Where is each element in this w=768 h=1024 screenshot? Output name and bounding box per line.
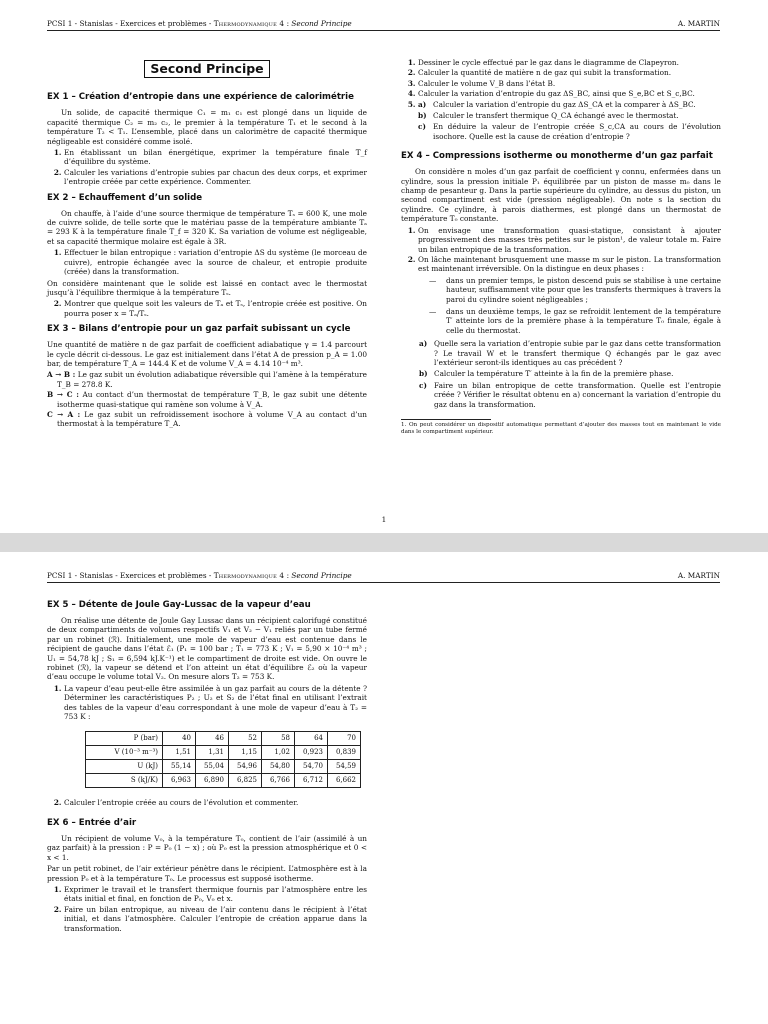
page-number: 1: [381, 515, 387, 524]
exercise-2-questions: [47, 248, 367, 276]
question: 1. En établissant un bilan énergétique, exprimer la température finale T_f d’équilibre du système.: [64, 148, 367, 167]
table-cell: 54,59: [328, 760, 361, 774]
question: 1. Effectuer le bilan entropique : variation d’entropie ΔS du système (le morceau de cuivre), entropie échangée avec la source de chaleur, et entropie produite (créée) dans la transformation.: [64, 248, 367, 276]
exercise-6-questions: [47, 885, 367, 933]
exercise-5-intro: On réalise une détente de Joule Gay Lussac dans un récipient calorifugé constitué de deux compartiments de volumes respectifs V₁ et V₂ − V₁ reliés par un tube fermé par un robinet (ℛ). Initialement, une mole de vapeur d’eau est contenue dans le récipient de gauche dans l’état ℰ₁ (P₁ = 100 bar ; T₁ = 773 K ; V₁ = 5,90 × 10⁻⁴ m³ ; U₁ = 54,78 kJ ; S₁ = 6,594 kJ.K⁻¹) et le compartiment de droite est vide. On ouvre le robinet (ℛ), la vapeur se détend et l’on atteint un état d’équilibre ℰ₂ où la vapeur d’eau occupe le volume total V₂. On mesure alors T₂ = 753 K.: [47, 616, 367, 682]
table-cell: 54,70: [295, 760, 328, 774]
row-label: S (kJ/K): [86, 774, 163, 788]
column-left: [47, 58, 367, 430]
table-row: [86, 732, 361, 746]
transition-ca: C → A : Le gaz subit un refroidissement isochore à volume V_A au contact d’un thermostat à la température T_A.: [47, 409, 367, 429]
row-label: V (10⁻³ m⁻³): [86, 746, 163, 760]
row-label: P (bar): [86, 732, 163, 746]
table-cell: 6,662: [328, 774, 361, 788]
table-cell: 54,96: [229, 760, 262, 774]
page-header: [47, 571, 720, 583]
exercise-4-intro: On considère n moles d’un gaz parfait de coefficient γ connu, enfermées dans un cylindre, sous la pression initiale P₁ équilibrée par un piston de masse m₀ dans le champ de pesanteur g. Dans la partie supérieure du cylindre, au dessus du piston, un second compartiment est vide (pression négligeable). On note s la section du cylindre. Ce cylindre, à parois diathermes, est plongé dans un thermostat de température T₀ constante.: [401, 167, 721, 224]
exercise-6-intro: Un récipient de volume V₀, à la température T₀, contient de l’air (assimilé à un gaz parfait) à la pression : P = P₀ (1 − x) ; où P₀ est la pression atmosphérique et 0 < x < 1.: [47, 833, 367, 862]
question: 2. Faire un bilan entropique, au niveau de l’air contenu dans le récipient à l’état initial, et dans l’atmosphère. Calculer l’entropie de création apparue dans la transformation.: [64, 905, 367, 933]
subquestions: [418, 339, 721, 409]
question: 1. La vapeur d’eau peut-elle être assimilée à un gaz parfait au cours de la détente ? Déterminer les caractéristiques P₂ ; U₂ et S₂ de l’état final en utilisant l’extrait des tables de la vapeur d’eau correspondant à une mole de vapeur d’eau à T₂ = 753 K :: [64, 684, 367, 722]
phase-item: — dans un deuxième temps, le gaz se refroidit lentement de la température T′ atteinte lors de la première phase à la température T₀ finale, égale à celle du thermostat.: [446, 307, 721, 335]
table-cell: 1,02: [262, 746, 295, 760]
page-header: [47, 19, 720, 31]
exercise-2-intro: On chauffe, à l’aide d’une source thermique de température Tₛ = 600 K, une mole de cuivre solide, de telle sorte que le matériau passe de la température ambiante Tₐ = 293 K à la température finale T_f = 320 K. Sa variation de volume est négligeable, et sa capacité thermique molaire est égale à 3R.: [47, 208, 367, 246]
question: 1. Dessiner le cycle effectué par le gaz dans le diagramme de Clapeyron.: [418, 58, 721, 67]
exercise-3-intro: Une quantité de matière n de gaz parfait de coefficient adiabatique γ = 1.4 parcourt le cycle décrit ci-dessous. Le gaz est initialement dans l’état A de pression p_A = 1.00 bar, de température T_A = 144.4 K et de volume V_A = 4.14 10⁻⁴ m³.: [47, 340, 367, 368]
exercise-5-questions-cont: [47, 798, 367, 807]
question: 1. On envisage une transformation quasi-statique, consistant à ajouter progressivement des masses très petites sur le piston¹, de valeur totale m. Faire un bilan entropique de la transformation.: [418, 226, 721, 254]
exercise-5-questions: [47, 684, 367, 722]
table-cell: 1,31: [196, 746, 229, 760]
question: 2. Calculer l’entropie créée au cours de l’évolution et commenter.: [64, 798, 367, 807]
table-cell: 6,766: [262, 774, 295, 788]
footnote-rule: [401, 419, 491, 420]
table-cell: 52: [229, 732, 262, 746]
table-cell: 6,890: [196, 774, 229, 788]
table-cell: 1,51: [163, 746, 196, 760]
table-cell: 0,839: [328, 746, 361, 760]
subquestions: [418, 100, 721, 142]
steam-table: [85, 731, 361, 788]
table-row: [86, 774, 361, 788]
question: 3. Calculer le volume V_B dans l’état B.: [418, 79, 721, 88]
row-label: U (kJ): [86, 760, 163, 774]
table-cell: 54,80: [262, 760, 295, 774]
question: [418, 100, 721, 142]
question: 4. Calculer la variation d’entropie du gaz ΔS_BC, ainsi que S_e,BC et S_c,BC.: [418, 89, 721, 98]
exercise-6-intro-2: Par un petit robinet, de l’air extérieur pénètre dans le récipient. L’atmosphère est à la pression P₀ et à la température T₀. Le processus est supposé isotherme.: [47, 864, 367, 883]
table-cell: 64: [295, 732, 328, 746]
exercise-5-title: EX 5 – Détente de Joule Gay-Lussac de la vapeur d’eau: [47, 600, 311, 610]
subquestion: b) Calculer la température T′ atteinte à la fin de la première phase.: [419, 369, 674, 379]
table-cell: 6,825: [229, 774, 262, 788]
exercise-3-questions: [401, 58, 721, 141]
table-row: [86, 760, 361, 774]
document-title: Second Principe: [144, 60, 270, 78]
transition-bc: B → C : Au contact d’un thermostat de température T_B, le gaz subit une détente isotherme quasi-statique qui ramène son volume à V_A.: [47, 390, 368, 409]
exercise-2-title: EX 2 – Echauffement d’un solide: [47, 192, 203, 203]
table-cell: 46: [196, 732, 229, 746]
exercise-1-questions: [47, 148, 367, 187]
footnote: 1. On peut considérer un dispositif automatique permettant d’ajouter des masses tout en maintenant le vide dans le compartiment supérieur.: [401, 422, 721, 436]
table-cell: 70: [328, 732, 361, 746]
question: 2. On lâche maintenant brusquement une masse m sur le piston. La transformation est maintenant irréversible. On la distingue en deux phases : — dans un premier temps, le piston descend puis se stabilise à une certaine hauteur, suffisamment vite pour que les transferts thermiques à travers la paroi du cylindre soient négligeables ; — dans un deuxième temps, le gaz se refroidit lentement de la température T′ atteinte lors de la première phase à la température T₀ finale, égale à celle du thermostat. a) Quelle sera la variation d’entropie subie par le gaz dans cette transformation ? Le travail W et le transfert thermique Q échangés par le gaz avec l’extérieur seront-ils identiques au cas précédent ? b) Calculer la température T′ atteinte à la fin de la première phase. c) Faire un bilan entropique de cette transformation. Quelle est l’entropie créée ? Vérifier le résultat obtenu en a) concernant la variation d’entropie du gaz dans la transformation.: [418, 255, 721, 409]
phase-item: — dans un premier temps, le piston descend puis se stabilise à une certaine hauteur, suffisamment vite pour que les transferts thermiques à travers la paroi du cylindre soient négligeables ;: [446, 276, 721, 304]
question: 2. Calculer la quantité de matière n de gaz qui subit la transformation.: [418, 68, 721, 77]
header-left: PCSI 1 - Stanislas - Exercices et problèmes - Thermodynamique 4 : Second Principe: [47, 19, 352, 28]
exercise-1-intro: Un solide, de capacité thermique C₁ = m₁ c₁ est plongé dans un liquide de capacité thermique C₂ = m₂ c₂, le premier à la température T₁ et le second à la température T₂ < T₁. L’ensemble, placé dans un calorimètre de capacité thermique négligeable est considéré comme isolé.: [47, 108, 367, 146]
table-cell: 6,712: [295, 774, 328, 788]
question: 2. Calculer les variations d’entropie subies par chacun des deux corps, et exprimer l’entropie créée par cette expérience. Commenter.: [64, 168, 367, 187]
table-cell: 1,15: [229, 746, 262, 760]
column-right: [401, 58, 721, 436]
table-cell: 55,04: [196, 760, 229, 774]
exercise-4-questions: [401, 226, 721, 409]
question: 2. Montrer que quelque soit les valeurs de Tₐ et Tₛ, l’entropie créée est positive. On pourra poser x = Tₐ/Tₛ.: [64, 299, 367, 318]
column-left-page-2: [47, 600, 367, 935]
table-cell: 0,923: [295, 746, 328, 760]
subquestion: c) Faire un bilan entropique de cette transformation. Quelle est l’entropie créée ? Vérifier le résultat obtenu en a) concernant la variation d’entropie du gaz dans la transformation.: [419, 380, 721, 409]
header-author: A. MARTIN: [677, 19, 720, 28]
exercise-4-title: EX 4 – Compressions isotherme ou monotherme d’un gaz parfait: [401, 151, 713, 162]
table-cell: 40: [163, 732, 196, 746]
table-cell: 58: [262, 732, 295, 746]
exercise-3-title: EX 3 – Bilans d’entropie pour un gaz parfait subissant un cycle: [47, 324, 351, 335]
subquestion: b) Calculer le transfert thermique Q_CA échangé avec le thermostat.: [418, 111, 679, 121]
exercise-2-questions-cont: [47, 299, 367, 318]
header-left: PCSI 1 - Stanislas - Exercices et problèmes - Thermodynamique 4 : Second Principe: [47, 571, 352, 580]
subquestion: c) En déduire la valeur de l’entropie créée S_c,CA au cours de l’évolution isochore. Quelle est la cause de création d’entropie ?: [418, 122, 721, 141]
exercise-1-title: EX 1 – Création d’entropie dans une expérience de calorimétrie: [47, 92, 354, 103]
header-author: A. MARTIN: [677, 571, 720, 580]
page-separator: [0, 533, 768, 552]
question: 1. Exprimer le travail et le transfert thermique fournis par l’atmosphère entre les états initial et final, en fonction de P₀, V₀ et x.: [64, 885, 367, 904]
subquestion: a) Quelle sera la variation d’entropie subie par le gaz dans cette transformation ? Le travail W et le transfert thermique Q échangés par le gaz avec l’extérieur seront-ils identiques au cas précédent ?: [419, 339, 721, 367]
phase-list: [418, 276, 721, 335]
table-cell: 6,963: [163, 774, 196, 788]
exercise-6-title: EX 6 – Entrée d’air: [47, 817, 137, 828]
subquestion: 5. a) Calculer la variation d’entropie du gaz ΔS_CA et la comparer à ΔS_BC.: [418, 99, 696, 109]
exercise-2-middle: On considère maintenant que le solide est laissé en contact avec le thermostat jusqu’à l’équilibre thermique à la température Tₛ.: [47, 278, 367, 297]
transition-ab: A → B : Le gaz subit un évolution adiabatique réversible qui l’amène à la température T_B = 278.8 K.: [47, 370, 367, 389]
table-cell: 55,14: [163, 760, 196, 774]
table-row: [86, 746, 361, 760]
